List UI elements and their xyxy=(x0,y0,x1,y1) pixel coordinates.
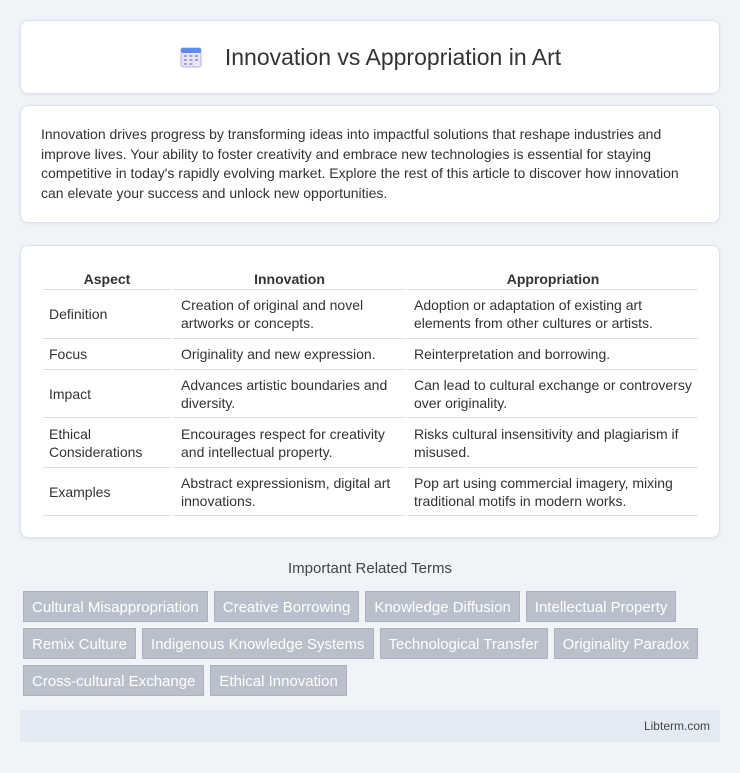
cell-aspect: Impact xyxy=(43,370,171,418)
table-header-row xyxy=(43,268,698,290)
calendar-icon xyxy=(179,45,203,69)
footer xyxy=(20,710,720,742)
cell-innovation: Originality and new expression. xyxy=(171,339,404,370)
related-terms-list xyxy=(23,591,723,702)
cell-appropriation: Adoption or adaptation of existing art elements from other cultures or artists. xyxy=(404,290,698,339)
cell-innovation: Creation of original and novel artworks or concepts. xyxy=(171,290,404,339)
cell-innovation: Advances artistic boundaries and diversity. xyxy=(171,370,404,418)
cell-appropriation: Risks cultural insensitivity and plagiarism if misused. xyxy=(404,418,698,468)
comparison-table xyxy=(43,268,698,516)
title-card xyxy=(20,20,720,94)
comparison-table-card xyxy=(20,245,720,538)
cell-innovation: Abstract expressionism, digital art innovations. xyxy=(171,468,404,516)
cell-aspect: Examples xyxy=(43,468,171,516)
header-innovation: Innovation xyxy=(171,268,404,290)
page-title: Innovation vs Appropriation in Art xyxy=(224,43,562,70)
header-appropriation: Appropriation xyxy=(404,268,698,290)
related-term-tag[interactable]: Knowledge Diffusion xyxy=(365,591,519,622)
related-term-tag[interactable]: Intellectual Property xyxy=(526,591,677,622)
related-term-tag[interactable]: Cultural Misappropriation xyxy=(23,591,208,622)
related-terms-title: Important Related Terms xyxy=(288,560,452,577)
intro-paragraph: Innovation drives progress by transforming ideas into impactful solutions that reshape industries and improve lives. Your ability to foster creativity and embrace new technologies is essential for staying competitive in today's rapidly evolving market. Explore the rest of this article to discover how innovation can elevate your success and unlock new opportunities. xyxy=(41,126,679,201)
cell-appropriation: Pop art using commercial imagery, mixing traditional motifs in modern works. xyxy=(404,468,698,516)
cell-aspect: Focus xyxy=(43,339,171,370)
cell-aspect: Definition xyxy=(43,290,171,339)
related-term-tag[interactable]: Cross-cultural Exchange xyxy=(23,665,204,696)
related-term-tag[interactable]: Indigenous Knowledge Systems xyxy=(142,628,373,659)
table-row xyxy=(43,418,698,468)
cell-appropriation: Reinterpretation and borrowing. xyxy=(404,339,698,370)
related-term-tag[interactable]: Originality Paradox xyxy=(554,628,699,659)
footer-brand-link[interactable]: Libterm.com xyxy=(643,719,710,733)
header-aspect: Aspect xyxy=(43,268,171,290)
table-row xyxy=(43,468,698,516)
related-term-tag[interactable]: Ethical Innovation xyxy=(210,665,346,696)
related-term-tag[interactable]: Technological Transfer xyxy=(380,628,548,659)
cell-aspect: Ethical Considerations xyxy=(43,418,171,468)
table-row xyxy=(43,370,698,418)
cell-innovation: Encourages respect for creativity and intellectual property. xyxy=(171,418,404,468)
table-row xyxy=(43,339,698,370)
table-row xyxy=(43,290,698,339)
intro-card xyxy=(20,105,720,223)
related-term-tag[interactable]: Remix Culture xyxy=(23,628,136,659)
cell-appropriation: Can lead to cultural exchange or controversy over originality. xyxy=(404,370,698,418)
related-term-tag[interactable]: Creative Borrowing xyxy=(214,591,360,622)
